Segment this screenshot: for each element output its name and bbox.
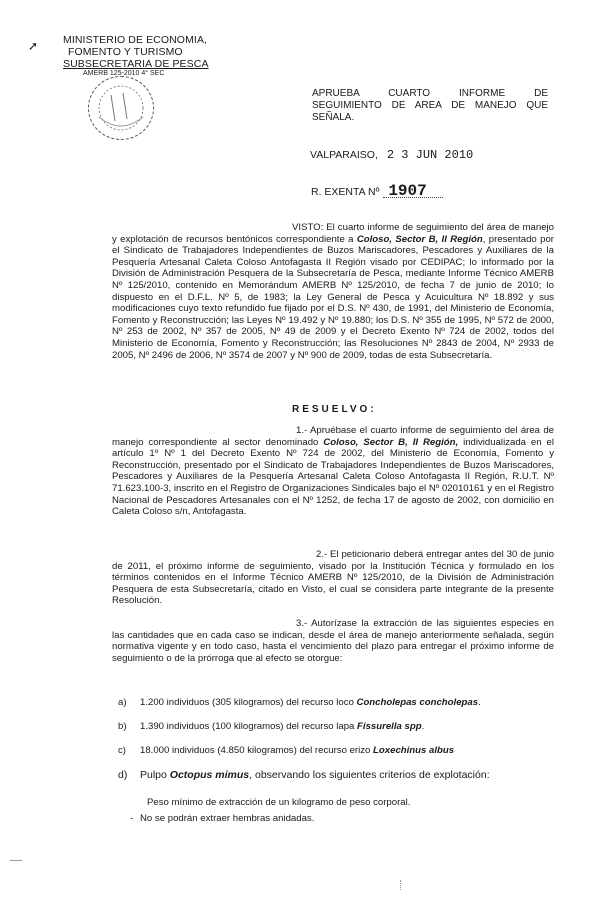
- bullet-mark: ➚: [28, 39, 39, 53]
- stamp-graphic: [89, 77, 153, 139]
- resolution-label: R. EXENTA Nº: [311, 186, 380, 198]
- ministry-line2: FOMENTO Y TURISMO: [68, 46, 183, 58]
- resolution-number: 1907: [388, 182, 427, 200]
- visto-area-name: Coloso, Sector B, II Región: [356, 233, 483, 245]
- criteria-text: No se podrán extraer hembras anidadas.: [140, 813, 315, 824]
- p1-rest: individualizada en el artículo 1º Nº 1 del Decreto Exento Nº 724 de 2002, del Ministerio de Economía, Fomento y Reconstrucción, presentado por el Sindicato de Trabajadores Independientes de Buzos Mariscadores, Pescadores y Auxiliares de la Pesquería Artesanal Caleta Coloso Antofagasta II Región, R.U.T. Nº 71.623.100-3, inscrito en el Registro de Organizaciones Sindicales bajo el Nº 02010161 y en el Registro Nacional de Pescadores Artesanales con el Nº 1252, de fecha 17 de agosto de 2002, con domicilio en Caleta Coloso s/n, Antofagasta.: [112, 436, 554, 518]
- item-marker: d): [118, 769, 128, 781]
- visto-rest: , presentado por el Sindicato de Trabajadores Independientes de Buzos Mariscadores, Pescadores y Auxiliares de la Pesquería Artesanal Caleta Coloso Antofagasta II Región visado por CEDIPAC; lo informado por la División de Administración Pesquera de la Subsecretaría de Pesca, mediante Informe Técnico AMERB Nº 125/2010, contenido en Memorándum AMERB Nº 125/2010, de fecha 7 de junio de 2010; lo dispuesto en el D.F.L. Nº 5, de 1983; la Ley General de Pesca y Acuicultura Nº 18.892 y sus modificaciones cuyo texto refundido fue fijado por el D.S. Nº 430, de 1991, del Ministerio de Economía, Fomento y Reconstrucción; las Leyes Nº 19.492 y Nº 19.880; los D.S. Nº 355 de 1995, Nº 572 de 2000, Nº 253 de 2002, Nº 357 de 2005, Nº 49 de 2009 y el Decreto Exento Nº 724 de 2002, todos del Ministerio de Economía, Fomento y Reconstrucción; las Resoluciones Nº 2843 de 2004, Nº 2933 de 2005, Nº 2496 de 2006, Nº 3574 de 2007 y Nº 900 de 2009, todas de esta Subsecretaría.: [112, 233, 554, 361]
- item-marker: b): [118, 721, 127, 732]
- margin-mark: [400, 880, 403, 890]
- item-tail: , observando los siguientes criterios de explotación:: [249, 769, 490, 781]
- species-item-b: [118, 721, 558, 733]
- criteria-item-2: [130, 813, 550, 825]
- item-species: Concholepas concholepas: [356, 697, 479, 708]
- resolution-paragraph-3: 3.- Autorízase la extracción de las siguientes especies en las cantidades que en cada caso se indican, desde el área de manejo anteriormente señalada, según normativa vigente y en todo caso, hasta el vencimiento del plazo para entregar el próximo informe de seguimiento o de la prórroga que al efecto se otorgue:: [112, 618, 554, 664]
- margin-mark: [10, 860, 22, 861]
- official-stamp: [88, 76, 154, 140]
- item-species: Loxechinus albus: [373, 745, 455, 756]
- item-species: Octopus mimus: [169, 769, 250, 781]
- item-tail: .: [421, 721, 425, 732]
- item-text: 1.390 individuos (100 kilogramos) del recurso lapa: [140, 721, 358, 732]
- criteria-item-1: Peso mínimo de extracción de un kilogramo de peso corporal.: [147, 797, 411, 808]
- title-line2: SEGUIMIENTO DE AREA DE MANEJO QUE: [312, 100, 548, 111]
- document-title: [312, 88, 548, 124]
- species-item-d: [118, 769, 558, 781]
- resolution-paragraph-2: 2.- El peticionario deberá entregar antes del 30 de junio de 2011, el próximo informe de seguimiento, visado por la Institución Técnica y formulado en los términos contenidos en el Informe Técnico AMERB Nº 125/2010, de la División de Administración Pesquera de esta Subsecretaría, citado en Visto, el cual se considera parte integrante de la presente Resolución.: [112, 549, 554, 607]
- species-item-a: [118, 697, 558, 709]
- visto-paragraph: [112, 222, 554, 361]
- item-text: Pulpo: [140, 769, 170, 781]
- title-line1: APRUEBA CUARTO INFORME DE: [312, 88, 548, 99]
- item-marker: c): [118, 745, 126, 756]
- resolution-paragraph-1: [112, 425, 554, 518]
- resuelvo-heading: RESUELVO:: [292, 404, 377, 415]
- date-value: 2 3 JUN 2010: [386, 148, 474, 162]
- item-text: 18.000 individuos (4.850 kilogramos) del recurso erizo: [140, 745, 374, 756]
- reference-code: AMERB 125-2010 4° SEC: [83, 70, 165, 77]
- item-text: 1.200 individuos (305 kilogramos) del recurso loco: [140, 697, 357, 708]
- item-tail: .: [478, 697, 481, 708]
- date-line: [310, 148, 473, 162]
- dash-marker: -: [130, 813, 134, 824]
- title-line3: SEÑALA.: [312, 112, 355, 123]
- p1-lead: 1.- Apruébase el cuarto informe de seguimiento del área de manejo correspondiente al sector denominado: [112, 425, 554, 448]
- date-city: VALPARAISO,: [310, 149, 378, 161]
- p1-area-name: Coloso, Sector B, II Región,: [323, 436, 459, 448]
- species-item-c: [118, 745, 558, 757]
- resolution-underline: [383, 197, 443, 198]
- item-species: Fissurella spp: [357, 721, 422, 732]
- ministry-line1: MINISTERIO DE ECONOMIA,: [63, 34, 208, 46]
- visto-lead: VISTO: El cuarto informe de seguimiento del área de manejo y explotación de recursos bentónicos correspondiente a: [112, 222, 554, 245]
- subsecretaria-line: SUBSECRETARIA DE PESCA: [63, 58, 209, 70]
- item-marker: a): [118, 697, 127, 708]
